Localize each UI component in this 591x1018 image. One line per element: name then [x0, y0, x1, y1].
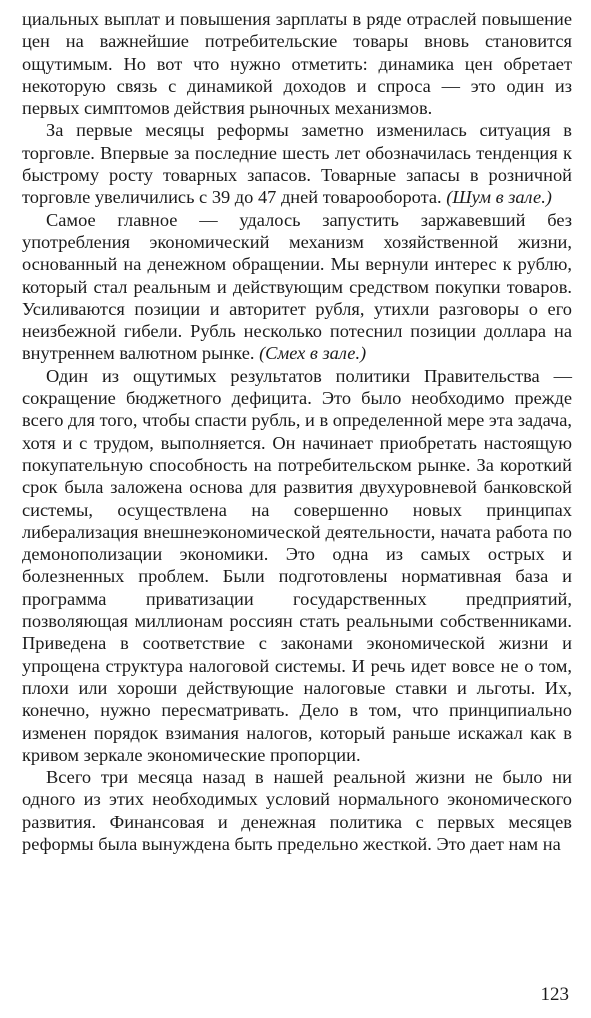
- paragraph-5-text: Всего три месяца назад в нашей реальной жизни не было ни одного из этих необходимых условий нормального экономического развития. Финансовая и денежная политика с первых месяцев реформы была вынуждена быть предельно жесткой. Это дает нам на: [22, 767, 572, 854]
- paragraph-4-text: Один из ощутимых результатов политики Правительства — сокращение бюджетного дефицита. Это было необходимо прежде всего для того, чтобы спасти рубль, и в определенной мере эта задача, хотя и с трудом, выполняется. Он начинает приобретать настоящую покупательную способность на потребительском рынке. За короткий срок была заложена основа для развития двухуровневой банковской системы, осуществлена на совершенно новых принципах либерализация внешнеэкономической деятельности, начата работа по демонополизации экономики. Это одна из самых острых и болезненных проблем. Были подготовлены нормативная база и программа приватизации государственных предприятий, позволяющая миллионам россиян стать реальными собственниками. Приведена в соответствие с законами экономической жизни и упрощена структура налоговой системы. И речь идет вовсе не о том, плохи или хороши действующие налоговые ставки и льготы. Их, конечно, нужно пересматривать. Дело в том, что принципиально изменен порядок взимания налогов, который раньше искажал как в кривом зеркале экономические пропорции.: [22, 365, 572, 765]
- paragraph-3-remark: (Смех в зале.): [259, 343, 367, 364]
- page-number: 123: [540, 984, 569, 1005]
- paragraph-5: [22, 766, 572, 855]
- page-text: [22, 8, 572, 855]
- paragraph-2: [22, 119, 572, 208]
- paragraph-2-text: За первые месяцы реформы заметно изменилась ситуация в торговле. Впервые за последние шесть лет обозначилась тенденция к быстрому росту товарных запасов. Товарные запасы в розничной торговле увеличились с 39 до 47 дней товарооборота.: [22, 120, 572, 208]
- paragraph-3: [22, 209, 572, 365]
- paragraph-4: [22, 365, 572, 766]
- paragraph-1: [22, 8, 572, 119]
- paragraph-1-text: циальных выплат и повышения зарплаты в ряде отраслей повышение цен на важнейшие потребительские товары вновь становится ощутимым. Но вот что нужно отметить: динамика цен обретает некоторую связь с динамикой доходов и спроса — это один из первых симптомов действия рыночных механизмов.: [22, 9, 572, 119]
- paragraph-2-remark: (Шум в зале.): [446, 187, 552, 208]
- paragraph-3-text: Самое главное — удалось запустить заржавевший без употребления экономический механизм хозяйственной жизни, основанный на денежном обращении. Мы вернули интерес к рублю, который стал реальным и действующим средством покупки товаров. Усиливаются позиции и авторитет рубля, утихли разговоры о его неизбежной гибели. Рубль несколько потеснил позиции доллара на внутреннем валютном рынке.: [22, 209, 572, 364]
